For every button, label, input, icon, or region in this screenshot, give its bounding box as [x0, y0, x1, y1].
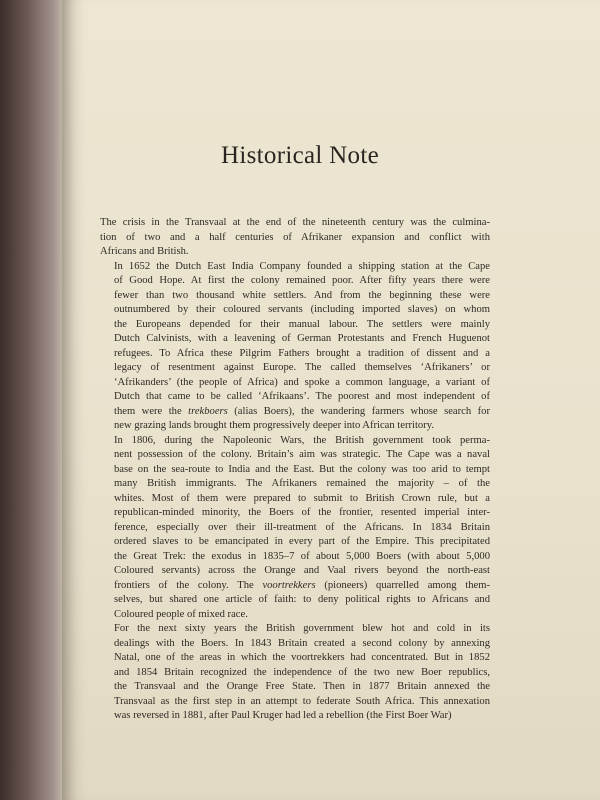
text-line: the Transvaal and the Orange Free State. Then in 1877 Britain annexed the: [114, 681, 490, 692]
italic-term: trekboers: [188, 405, 228, 417]
text-line: outnumbered by their coloured servants (including imported slaves) on whom: [114, 304, 490, 315]
text-line: dealings with the Boers. In 1843 Britain created a second colony by annexing: [114, 637, 490, 649]
text-line: selves, but shared one article of faith: to deny political rights to Africans and: [114, 594, 490, 605]
text-line: legacy of resentment against Europe. The called themselves ‘Afrikaners’ or: [114, 362, 490, 373]
text-line: ference, especially over their ill-treatment of the Africans. In 1834 Britain: [114, 521, 490, 533]
text-line: Dutch Calvinists, with a leavening of German Protestants and French Huguenot: [114, 333, 490, 344]
body-text: [100, 216, 490, 724]
text-line: frontiers of the colony. The voortrekkers (pioneers) quarrelled among them-: [114, 579, 490, 591]
text-line: In 1806, during the Napoleonic Wars, the British government took perma-: [114, 434, 490, 446]
paragraph: [100, 260, 490, 434]
italic-term: voortrekkers: [262, 579, 316, 591]
text-line: fewer than two thousand white settlers. And from the beginning these were: [114, 289, 490, 301]
text-line: ‘Afrikanders’ (the people of Africa) and spoke a common language, a variant of: [114, 376, 490, 388]
text-line: of Good Hope. At first the colony remained poor. After fifty years there were: [114, 275, 490, 286]
text-line: base on the sea-route to India and the East. But the colony was too arid to tempt: [114, 463, 490, 475]
text-line: and 1854 Britain recognized the independence of the two new Boer republics,: [114, 666, 490, 678]
text-line: In 1652 the Dutch East India Company founded a shipping station at the Cape: [114, 260, 490, 272]
text-line: the Europeans depended for their manual labour. The settlers were mainly: [114, 318, 490, 330]
text-line: Africans and British.: [100, 246, 189, 257]
book-spine: [0, 0, 70, 800]
paragraph: [100, 622, 490, 724]
text-line: For the next sixty years the British government blew hot and cold in its: [114, 623, 490, 634]
text-line: the Great Trek: the exodus in 1835–7 of about 5,000 Boers (with about 5,000: [114, 550, 490, 562]
paragraph: [100, 216, 490, 260]
text-line: Natal, one of the areas in which the voortrekkers had concentrated. But in 1852: [114, 652, 490, 663]
text-line: Transvaal as the first step in an attempt to federate South Africa. This annexation: [114, 695, 490, 707]
text-line: nent possession of the colony. Britain’s aim was strategic. The Cape was a naval: [114, 449, 490, 460]
text-line: republican-minded minority, the Boers of the frontier, resented imperial inter-: [114, 507, 490, 518]
text-line: The crisis in the Transvaal at the end of the nineteenth century was the culmina-: [100, 217, 490, 228]
paragraph: [100, 434, 490, 623]
text-line: Coloured servants) across the Orange and Vaal rivers beyond the north-east: [114, 565, 490, 576]
text-line: whites. Most of them were prepared to submit to British Crown rule, but a: [114, 492, 490, 504]
text-line: refugees. To Africa these Pilgrim Fathers brought a tradition of dissent and a: [114, 347, 490, 359]
text-line: new grazing lands brought them progressively deeper into African territory.: [114, 420, 434, 431]
text-line: was reversed in 1881, after Paul Kruger had led a rebellion (the First Boer War): [114, 710, 452, 721]
page-title: Historical Note: [221, 142, 379, 169]
text-line: Coloured people of mixed race.: [114, 608, 248, 620]
text-line: tion of two and a half centuries of Afrikaner expansion and conflict with: [100, 231, 490, 243]
text-line: ordered slaves to be emancipated in every part of the Empire. This precipitated: [114, 536, 490, 547]
text-line: them were the trekboers (alias Boers), the wandering farmers whose search for: [114, 405, 490, 417]
text-line: many British immigrants. The Afrikaners remained the majority – of the: [114, 478, 490, 489]
text-line: Dutch that came to be called ‘Afrikaans’. The poorest and most independent of: [114, 391, 490, 402]
